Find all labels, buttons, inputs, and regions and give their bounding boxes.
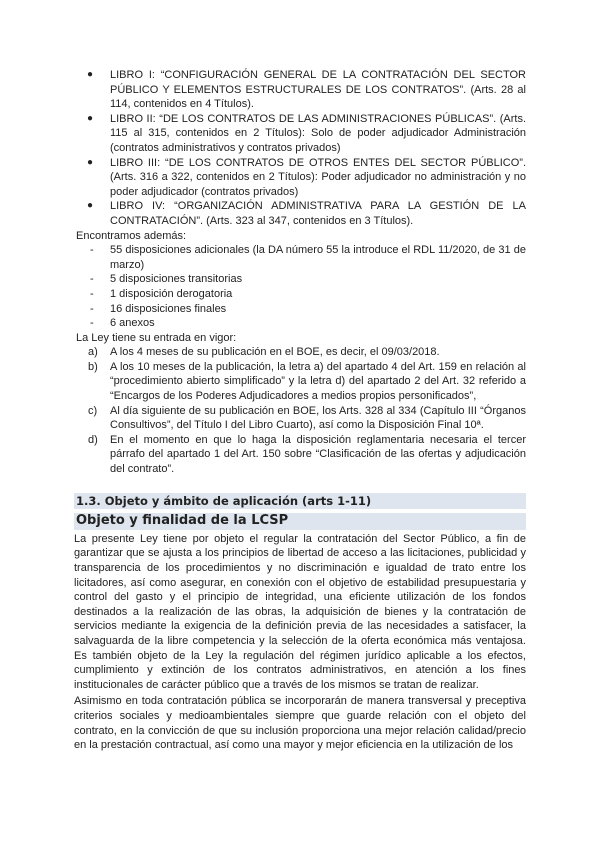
libro-text: LIBRO III: “DE LOS CONTRATOS DE OTROS ENTES DEL SECTOR PÚBLICO”. (Arts. 316 a 322, contenidos en 2 Títulos): Poder adjudicador no administración y no poder adjudicador (contratos privados) <box>110 156 526 198</box>
dash-icon: - <box>90 287 94 300</box>
list-item <box>90 272 526 287</box>
vigor-text: Al día siguiente de su publicación en BOE, los Arts. 328 al 334 (Capítulo III “Órganos Consultivos”, del Título I del Libro Cuarto), así como la Disposición Final 10ª. <box>110 404 526 432</box>
disposicion-text: 6 anexos <box>110 317 155 330</box>
list-letter: d) <box>88 433 98 446</box>
list-item <box>90 287 526 302</box>
list-item <box>87 68 526 112</box>
list-letter: a) <box>88 346 98 359</box>
dash-icon: - <box>90 317 94 330</box>
list-item <box>88 345 526 360</box>
list-item <box>88 433 526 477</box>
body-paragraph: La presente Ley tiene por objeto el regular la contratación del Sector Público, a fin de garantizar que se ajusta a los principios de libertad de acceso a las licitaciones, publicidad y transparencia de los procedimientos y no discriminación e igualdad de trato entre los licitadores, así como asegurar, en conexión con el objetivo de estabilidad presupuestaria y control del gasto y el principio de integridad, una eficiente utilización de los fondos destinados a la realización de las obras, la adquisición de bienes y la contratación de servicios mediante la exigencia de la definición previa de las necesidades a satisfacer, la salvaguarda de la libre competencia y la selección de la oferta económica más ventajosa. Es también objeto de la Ley la regulación del régimen jurídico aplicable a los efectos, cumplimiento y extinción de los contratos administrativos, en atención a los fines institucionales de carácter público que a través de los mismos se tratan de realizar. <box>74 532 526 691</box>
bullet-icon: ● <box>87 112 94 124</box>
list-letter: b) <box>88 360 98 373</box>
list-item <box>90 302 526 317</box>
bullet-icon: ● <box>87 200 94 212</box>
libros-list <box>74 68 526 229</box>
list-item <box>88 360 526 404</box>
bullet-icon: ● <box>87 156 94 168</box>
disposiciones-list <box>74 243 526 331</box>
libro-text: LIBRO IV: “ORGANIZACIÓN ADMINISTRATIVA PARA LA GESTIÓN DE LA CONTRATACIÓN”. (Arts. 323 al 347, contenidos en 3 Títulos). <box>110 200 526 227</box>
list-item <box>90 316 526 331</box>
bullet-icon: ● <box>87 69 94 80</box>
disposicion-text: 55 disposiciones adicionales (la DA número 55 la introduce el RDL 11/2020, de 31 de marzo) <box>110 244 526 271</box>
libro-text: LIBRO II: “DE LOS CONTRATOS DE LAS ADMINISTRACIONES PÚBLICAS”. (Arts. 115 al 315, contenidos en 2 Títulos): Solo de poder adjudicador Administración (contratos administrativos y contratos privados) <box>110 112 526 154</box>
dash-icon: - <box>90 273 94 286</box>
encontramos-label: Encontramos además: <box>76 229 187 242</box>
dash-icon: - <box>90 244 94 257</box>
vigor-text: En el momento en que lo haga la disposición reglamentaria necesaria el tercer párrafo del apartado 1 del Art. 150 sobre “Clasificación de las ofertas y adjudicación del contrato”. <box>110 433 526 476</box>
disposicion-text: 1 disposición derogatoria <box>110 287 233 300</box>
list-item <box>87 112 526 156</box>
disposicion-text: 16 disposiciones finales <box>110 302 227 315</box>
body-paragraph: Asimismo en toda contratación pública se incorporarán de manera transversal y preceptiva criterios sociales y medioambientales siempre que guarde relación con el objeto del contrato, en la convicción de que su inclusión proporciona una mejor relación calidad/precio en la prestación contractual, así como una mayor y mejor eficiencia en la utilización de los <box>74 695 526 752</box>
list-item <box>87 156 526 200</box>
vigor-label: La Ley tiene su entrada en vigor: <box>76 331 237 344</box>
vigor-text: A los 4 meses de su publicación en el BOE, es decir, el 09/03/2018. <box>110 346 440 359</box>
list-item <box>88 404 526 433</box>
vigor-list <box>74 345 526 476</box>
dash-icon: - <box>90 302 94 315</box>
section-heading: 1.3. Objeto y ámbito de aplicación (arts 1-11) <box>74 493 526 510</box>
list-letter: c) <box>88 404 98 417</box>
subsection-heading: Objeto y finalidad de la LCSP <box>74 513 526 530</box>
list-item <box>90 243 526 272</box>
vigor-text: A los 10 meses de la publicación, la letra a) del apartado 4 del Art. 159 en relación al “procedimiento abierto simplificado” y la letra d) del apartado 2 del Art. 32 referido a “Encargos de los Poderes Adjudicadores a medios propios personificados”, <box>110 360 526 403</box>
disposicion-text: 5 disposiciones transitorias <box>110 273 243 286</box>
libro-text: LIBRO I: “CONFIGURACIÓN GENERAL DE LA CONTRATACIÓN DEL SECTOR PÚBLICO Y ELEMENTOS ESTRUCTURALES DE LOS CONTRATOS”. (Arts. 28 al 114, contenidos en 4 Títulos). <box>110 69 526 111</box>
list-item <box>87 199 526 228</box>
